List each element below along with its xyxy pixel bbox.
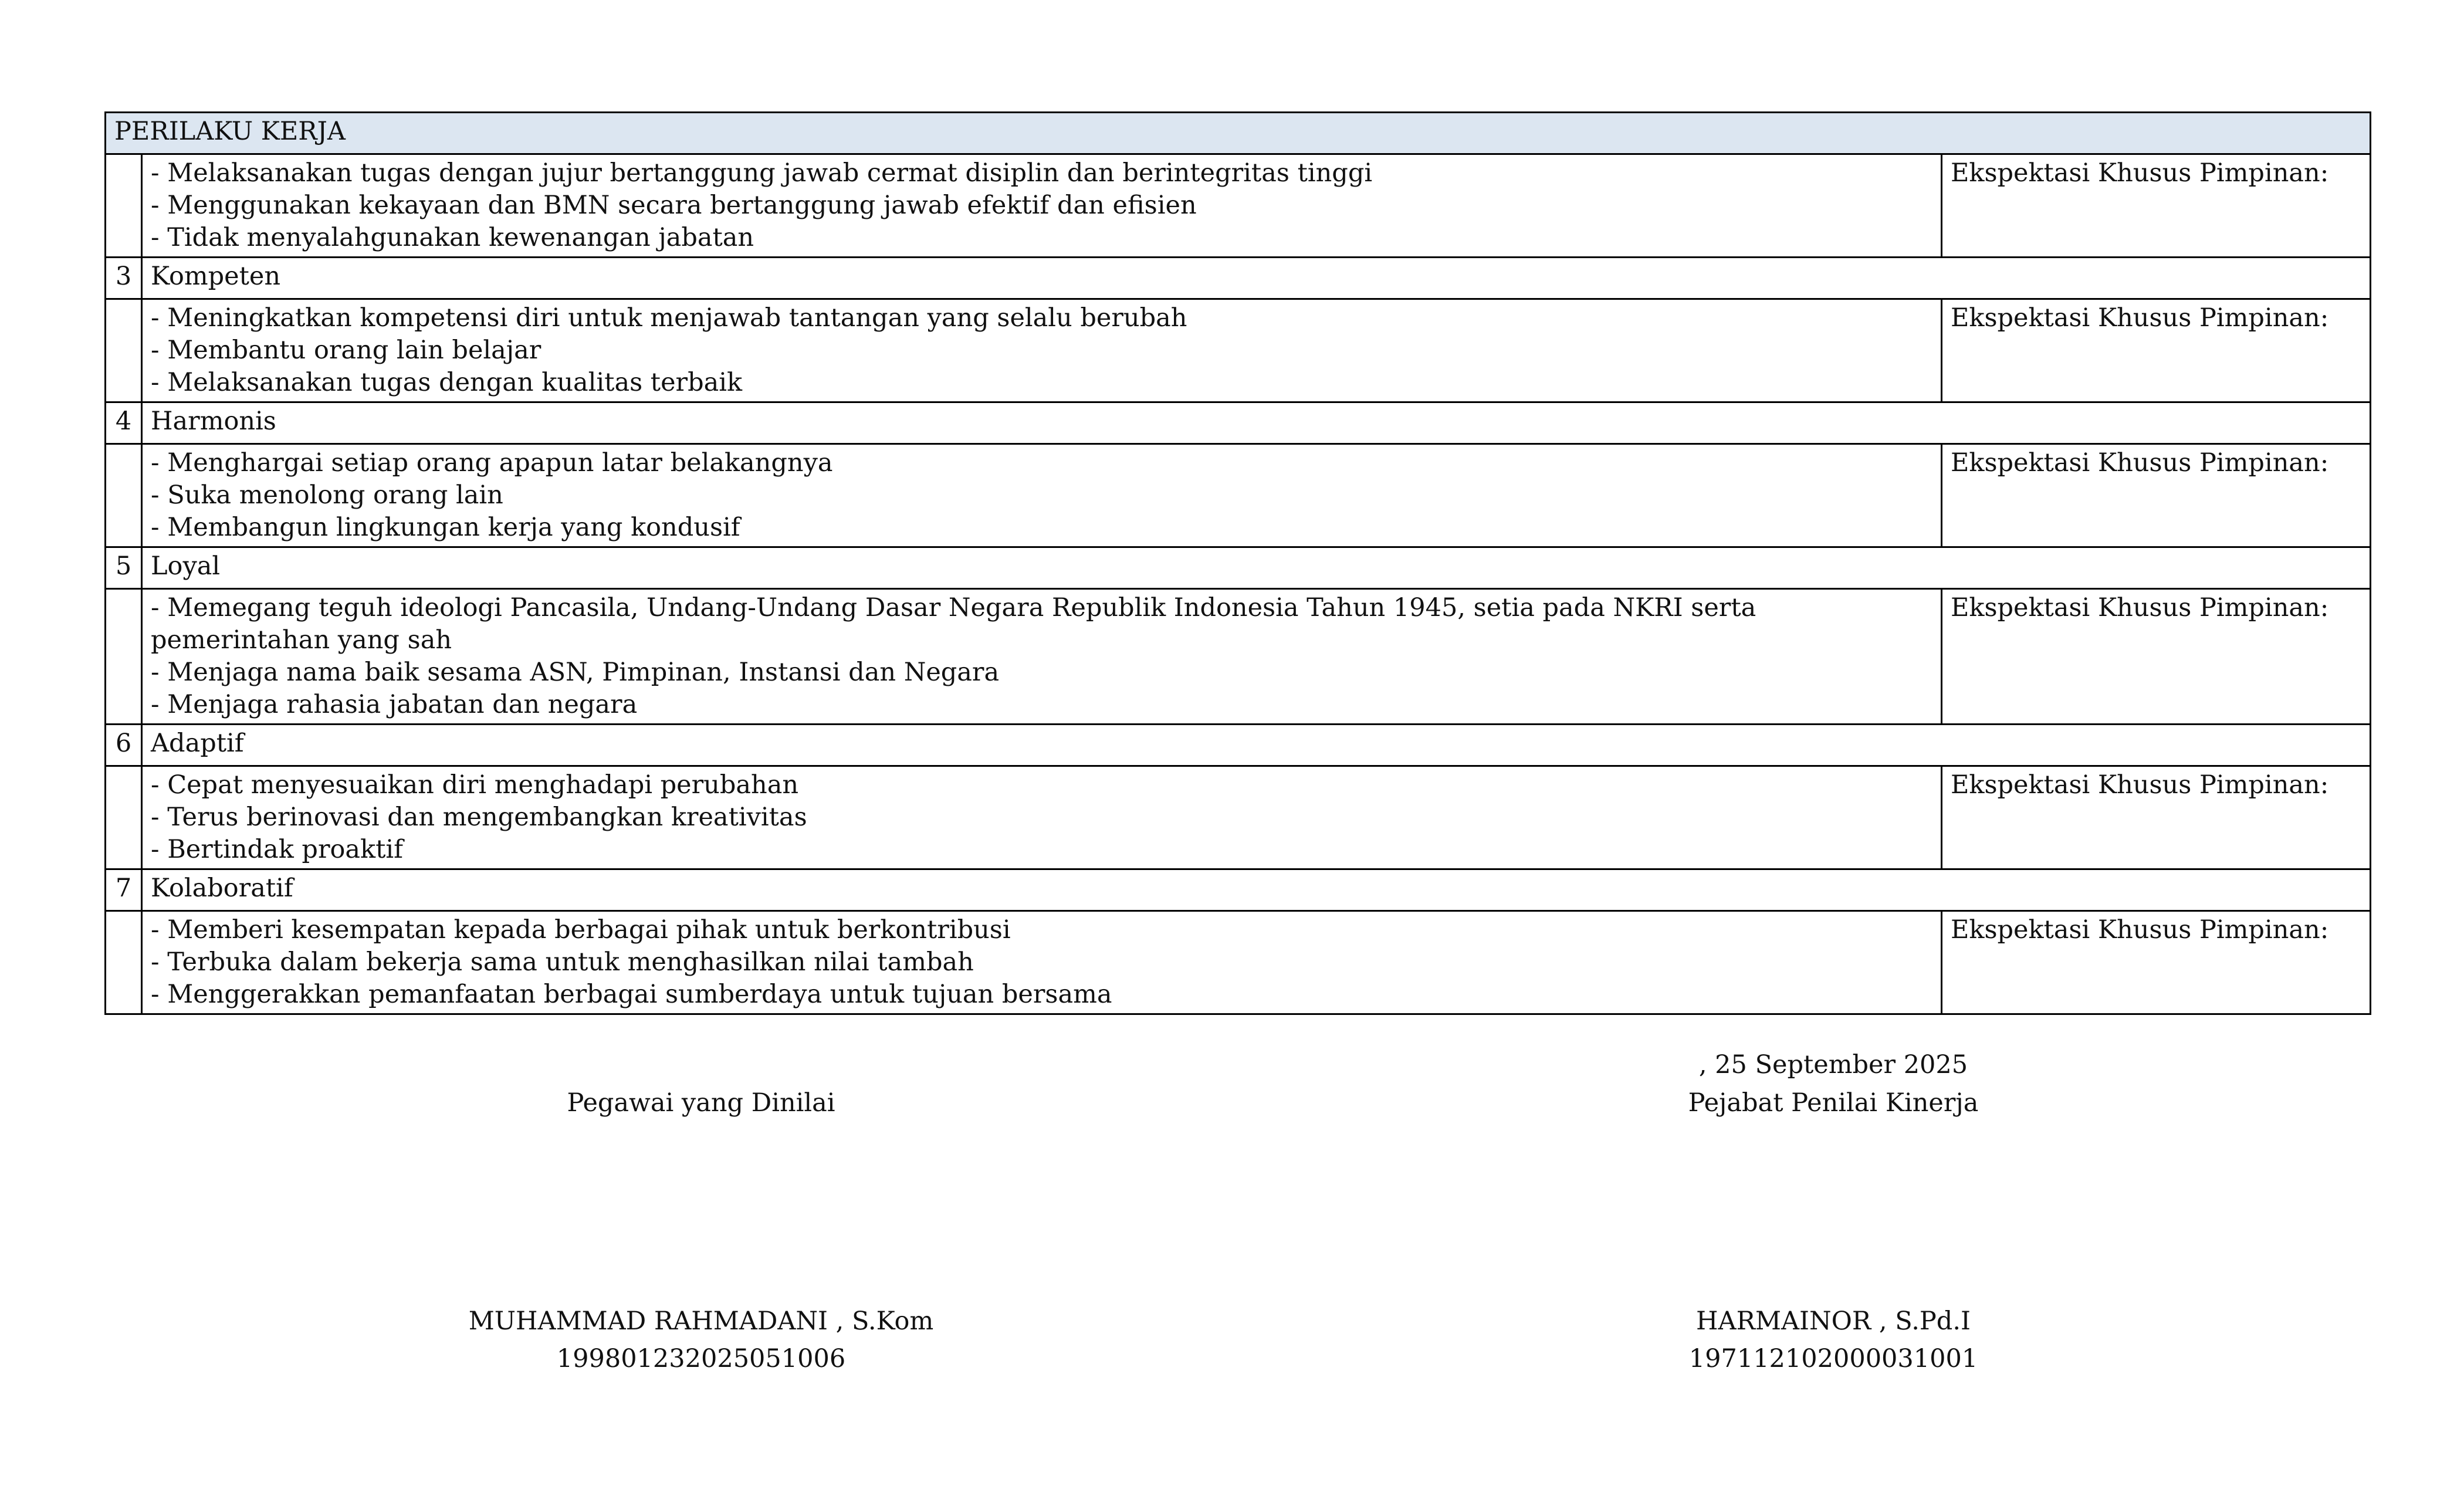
behavior-items-cell [142, 766, 1942, 869]
criterion-number: 6 [106, 725, 142, 766]
evaluator-nip: 197112102000031001 [1688, 1344, 1978, 1373]
criterion-name: Loyal [142, 547, 2371, 589]
evaluator-name: HARMAINOR , S.Pd.I [1696, 1307, 1971, 1336]
behavior-item: - Terbuka dalam bekerja sama untuk menghasilkan nilai tambah [151, 947, 974, 977]
behavior-block-row [106, 444, 2371, 547]
behavior-item: - Membangun lingkungan kerja yang kondusif [151, 513, 740, 542]
behavior-block-row [106, 766, 2371, 869]
behavior-item: - Tidak menyalahgunakan kewenangan jabatan [151, 223, 754, 252]
number-cell [106, 589, 142, 725]
criterion-row [106, 402, 2371, 444]
behavior-items-cell [142, 154, 1942, 258]
evaluator-role: Pejabat Penilai Kinerja [1688, 1088, 1979, 1118]
criterion-name: Harmonis [142, 402, 2371, 444]
criterion-number: 4 [106, 402, 142, 444]
criterion-number: 5 [106, 547, 142, 589]
leader-expectation-cell: Ekspektasi Khusus Pimpinan: [1942, 444, 2371, 547]
evaluated-employee-role: Pegawai yang Dinilai [567, 1088, 835, 1118]
behavior-block-row [106, 299, 2371, 402]
leader-expectation-cell: Ekspektasi Khusus Pimpinan: [1942, 589, 2371, 725]
criterion-name: Kompeten [142, 258, 2371, 299]
evaluated-employee-name: MUHAMMAD RAHMADANI , S.Kom [468, 1307, 934, 1336]
leader-expectation-cell: Ekspektasi Khusus Pimpinan: [1942, 911, 2371, 1014]
behavior-table [104, 111, 2371, 1015]
section-header-row [106, 113, 2371, 154]
behavior-item: - Memberi kesempatan kepada berbagai pihak untuk berkontribusi [151, 915, 1011, 945]
criterion-name: Kolaboratif [142, 869, 2371, 911]
behavior-item: - Membantu orang lain belajar [151, 336, 541, 365]
behavior-items-cell [142, 299, 1942, 402]
behavior-item: - Bertindak proaktif [151, 835, 404, 864]
criterion-row [106, 725, 2371, 766]
number-cell [106, 911, 142, 1014]
criterion-number: 7 [106, 869, 142, 911]
behavior-item: - Menggunakan kekayaan dan BMN secara bertanggung jawab efektif dan efisien [151, 191, 1197, 220]
behavior-item: - Menjaga nama baik sesama ASN, Pimpinan, Instansi dan Negara [151, 658, 1000, 687]
behavior-item: - Melaksanakan tugas dengan jujur bertanggung jawab cermat disiplin dan berintegritas tinggi [151, 158, 1373, 188]
number-cell [106, 766, 142, 869]
number-cell [106, 299, 142, 402]
behavior-item: - Cepat menyesuaikan diri menghadapi perubahan [151, 770, 799, 800]
behavior-item: - Terus berinovasi dan mengembangkan kreativitas [151, 803, 807, 832]
evaluated-employee-nip: 199801232025051006 [556, 1344, 846, 1373]
section-header: PERILAKU KERJA [106, 113, 2371, 154]
behavior-block-row [106, 911, 2371, 1014]
criterion-number: 3 [106, 258, 142, 299]
behavior-item: - Memegang teguh ideologi Pancasila, Undang-Undang Dasar Negara Republik Indonesia Tahun 1945, setia pada NKRI serta [151, 593, 1756, 622]
criterion-row [106, 869, 2371, 911]
leader-expectation-cell: Ekspektasi Khusus Pimpinan: [1942, 766, 2371, 869]
behavior-item: - Menghargai setiap orang apapun latar belakangnya [151, 448, 833, 478]
behavior-item: - Suka menolong orang lain [151, 480, 503, 510]
criterion-row [106, 258, 2371, 299]
first-block-row [106, 154, 2371, 258]
behavior-item: pemerintahan yang sah [151, 625, 452, 655]
behavior-item: - Meningkatkan kompetensi diri untuk menjawab tantangan yang selalu berubah [151, 303, 1187, 333]
behavior-item: - Melaksanakan tugas dengan kualitas terbaik [151, 368, 743, 397]
leader-expectation-cell: Ekspektasi Khusus Pimpinan: [1942, 299, 2371, 402]
number-cell [106, 154, 142, 258]
criterion-name: Adaptif [142, 725, 2371, 766]
number-cell [106, 444, 142, 547]
behavior-items-cell [142, 589, 1942, 725]
behavior-items-cell [142, 444, 1942, 547]
leader-expectation-cell: Ekspektasi Khusus Pimpinan: [1942, 154, 2371, 258]
criterion-row [106, 547, 2371, 589]
behavior-item: - Menggerakkan pemanfaatan berbagai sumberdaya untuk tujuan bersama [151, 980, 1112, 1009]
behavior-item: - Menjaga rahasia jabatan dan negara [151, 690, 638, 719]
signature-date: , 25 September 2025 [1698, 1050, 1968, 1079]
behavior-items-cell [142, 911, 1942, 1014]
behavior-block-row [106, 589, 2371, 725]
